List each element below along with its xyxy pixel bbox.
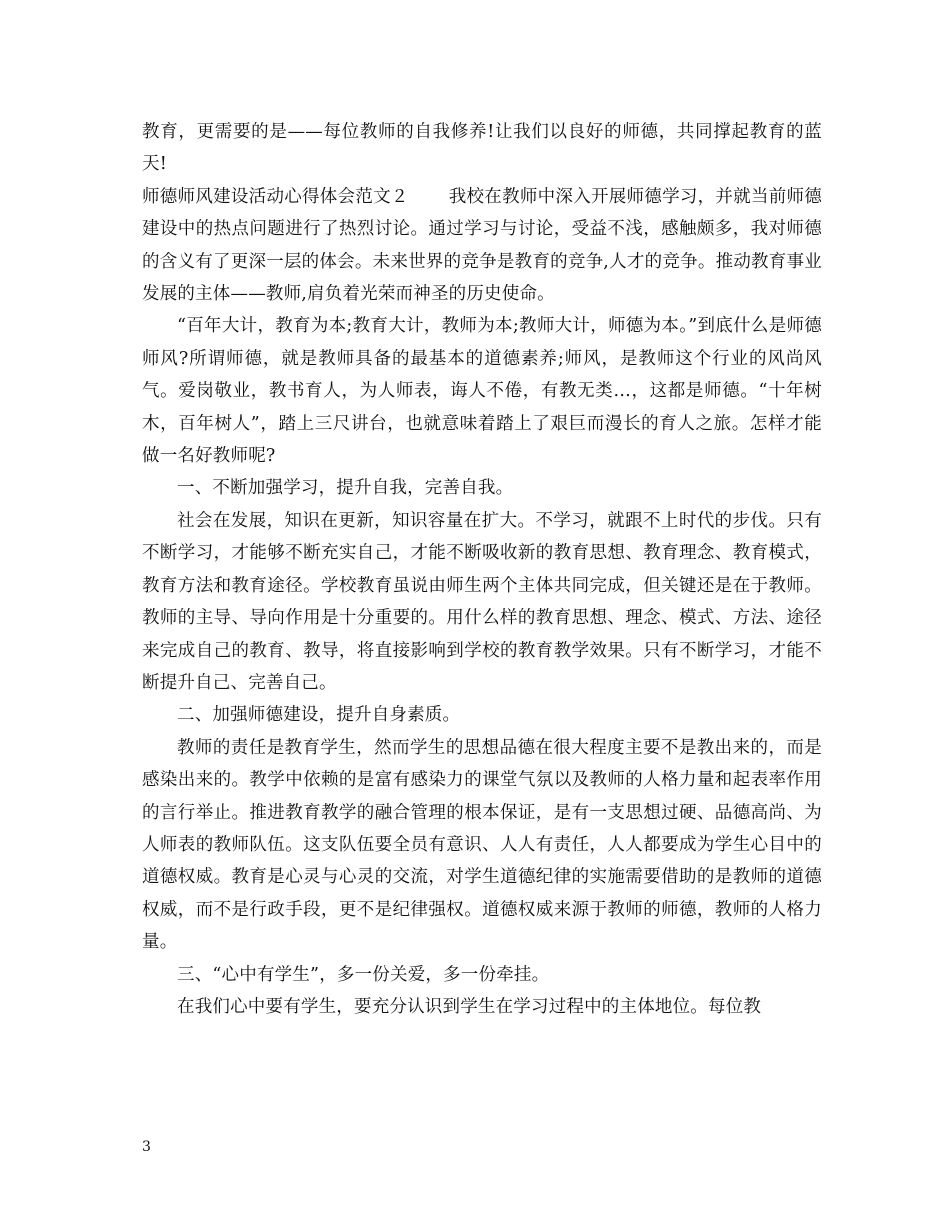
point-heading-3: 三、“心中有学生”，多一份关爱，多一份牵挂。	[177, 964, 550, 985]
section-title: 师德师风建设活动心得体会范文２	[142, 186, 409, 207]
point-heading-2: 二、加强师德建设，提升自身素质。	[177, 705, 461, 726]
paragraph-quote: “百年大计，教育为本;教育大计，教师为本;教师大计，师德为本。”到底什么是师德师风?所谓师德，就是教师具备的最基本的道德素养;师风，是教师这个行业的风尚风气。爱岗敬业，教书育人，为人师表，诲人不倦，有教无类…，这都是师德。“十年树木，百年树人”，踏上三尺讲台，也就意味着踏上了艰巨而漫长的育人之旅。怎样才能做一名好教师呢?	[142, 316, 822, 467]
document-body	[142, 116, 822, 1023]
section-intro: 我校在教师中深入开展师德学习，并就当前师德建设中的热点问题进行了热烈讨论。通过学习与讨论，受益不浅，感触颇多，我对师德的含义有了更深一层的体会。未来世界的竞争是教育的竞争,人才的竞争。推动教育事业发展的主体——教师,肩负着光荣而神圣的历史使命。	[142, 186, 823, 305]
paragraph-point-2: 教师的责任是教育学生，然而学生的思想品德在很大程度主要不是教出来的，而是感染出来的。教学中依赖的是富有感染力的课堂气氛以及教师的人格力量和起表率作用的言行举止。推进教育教学的融合管理的根本保证，是有一支思想过硬、品德高尚、为人师表的教师队伍。这支队伍要全员有意识、人人有责任，人人都要成为学生心目中的道德权威。教育是心灵与心灵的交流，对学生道德纪律的实施需要借助的是教师的道德权威，而不是行政手段，更不是纪律强权。道德权威来源于教师的师德，教师的人格力量。	[142, 737, 822, 953]
page-number: 3	[142, 1139, 151, 1155]
paragraph-closing: 教育，更需要的是——每位教师的自我修养!让我们以良好的师德，共同撑起教育的蓝天!	[142, 122, 822, 175]
paragraph-section-start	[142, 181, 822, 311]
point-heading-1: 一、不断加强学习，提升自我，完善自我。	[177, 478, 514, 499]
paragraph-point-1: 社会在发展，知识在更新，知识容量在扩大。不学习，就跟不上时代的步伐。只有不断学习，才能够不断充实自己，才能不断吸收新的教育思想、教育理念、教育模式，教育方法和教育途径。学校教育虽说由师生两个主体共同完成，但关键还是在于教师。教师的主导、导向作用是十分重要的。用什么样的教育思想、理念、模式、方法、途径来完成自己的教育、教导，将直接影响到学校的教育教学效果。只有不断学习，才能不断提升自己、完善自己。	[142, 510, 822, 693]
paragraph-point-3: 在我们心中要有学生，要充分认识到学生在学习过程中的主体地位。每位教	[177, 996, 762, 1017]
